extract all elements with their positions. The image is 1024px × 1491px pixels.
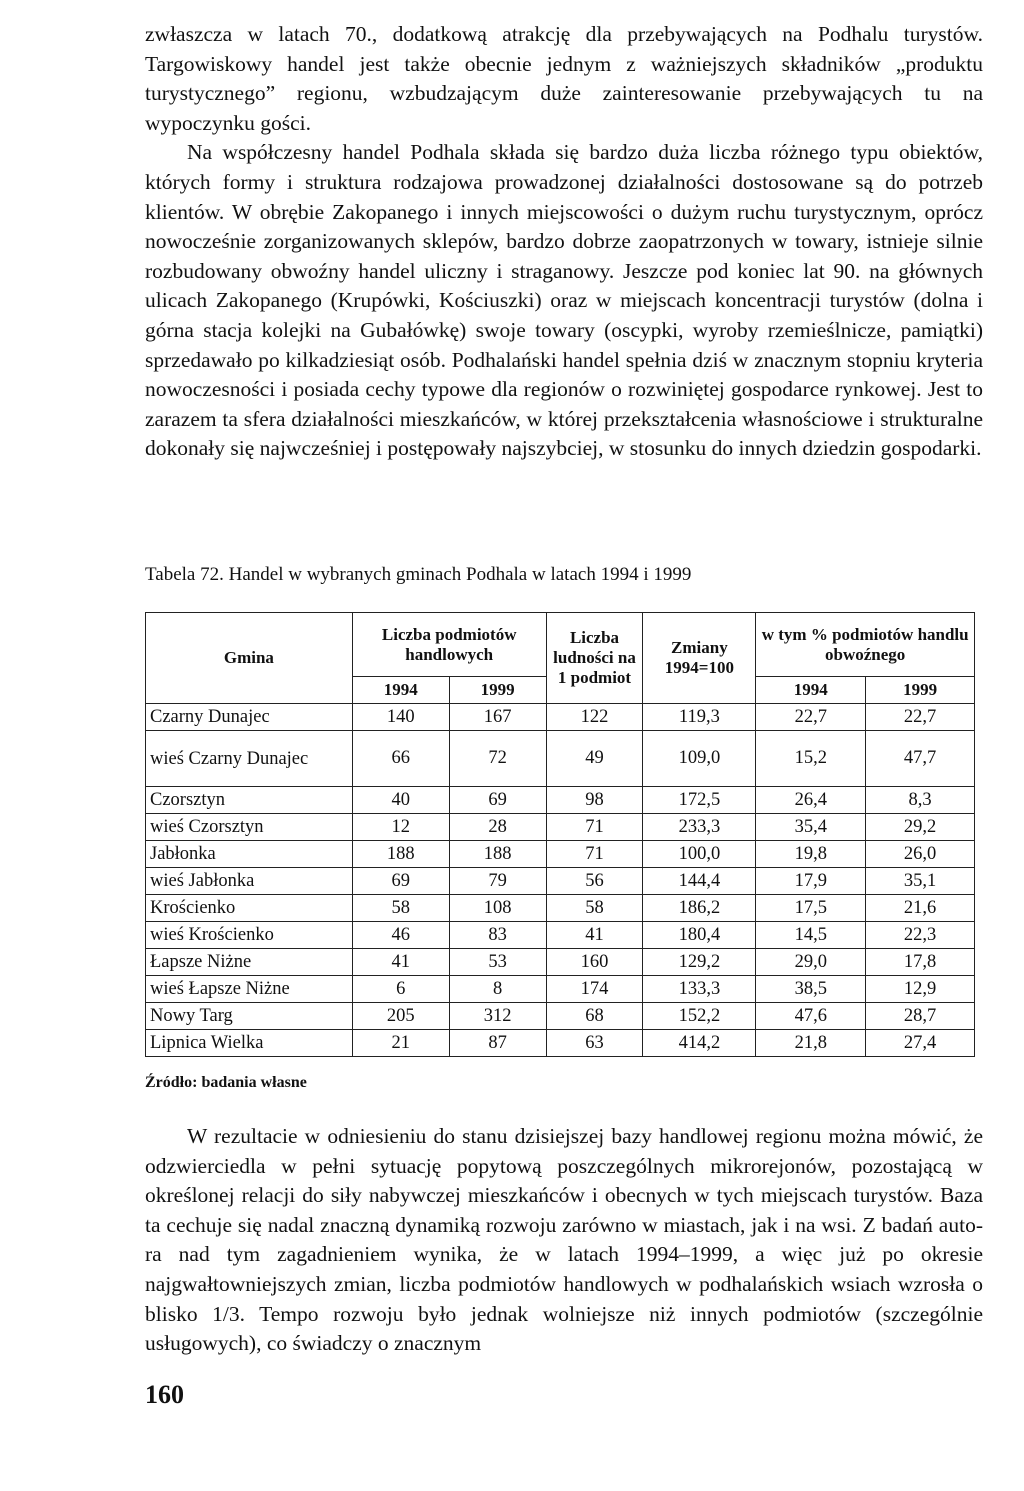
cell-gmina: wieś Krościenko — [146, 922, 353, 949]
cell-m99: 47,7 — [866, 731, 975, 787]
paragraph-intro: zwłaszcza w latach 70., dodatkową atrakcję dla przebywających na Podhalu turystów. Targowiskowy handel jest także obecnie jednym z ważniejszych składników „produktu turystycznego” regionu, wzbudzającym duże zainteresowanie przebywających tu na wypoczynku gości. — [145, 22, 983, 135]
cell-m94: 15,2 — [756, 731, 866, 787]
header-population: Liczba ludności na 1 podmiot — [546, 613, 643, 704]
cell-e94: 41 — [352, 949, 449, 976]
trade-table — [145, 612, 975, 1057]
cell-e99: 28 — [449, 814, 546, 841]
cell-e99: 72 — [449, 731, 546, 787]
cell-m94: 29,0 — [756, 949, 866, 976]
cell-gmina: Łapsze Niżne — [146, 949, 353, 976]
cell-pop: 58 — [546, 895, 643, 922]
cell-e99: 53 — [449, 949, 546, 976]
cell-e94: 140 — [352, 704, 449, 731]
cell-e94: 21 — [352, 1030, 449, 1057]
cell-e94: 205 — [352, 1003, 449, 1030]
table-row — [146, 731, 975, 787]
cell-m99: 17,8 — [866, 949, 975, 976]
cell-chg: 129,2 — [643, 949, 756, 976]
cell-m99: 22,7 — [866, 704, 975, 731]
cell-pop: 98 — [546, 787, 643, 814]
cell-gmina: Czarny Dunajec — [146, 704, 353, 731]
cell-gmina: wieś Łapsze Niżne — [146, 976, 353, 1003]
cell-chg: 109,0 — [643, 731, 756, 787]
cell-m94: 47,6 — [756, 1003, 866, 1030]
cell-e94: 6 — [352, 976, 449, 1003]
cell-e94: 188 — [352, 841, 449, 868]
cell-e99: 188 — [449, 841, 546, 868]
cell-pop: 63 — [546, 1030, 643, 1057]
cell-pop: 68 — [546, 1003, 643, 1030]
cell-gmina: Czorsztyn — [146, 787, 353, 814]
table-row — [146, 704, 975, 731]
cell-e99: 312 — [449, 1003, 546, 1030]
header-entities-1994: 1994 — [352, 677, 449, 704]
cell-e99: 108 — [449, 895, 546, 922]
table-source: Źródło: badania własne — [145, 1074, 307, 1091]
cell-pop: 122 — [546, 704, 643, 731]
cell-m94: 17,9 — [756, 868, 866, 895]
cell-m99: 27,4 — [866, 1030, 975, 1057]
cell-e99: 69 — [449, 787, 546, 814]
cell-e94: 69 — [352, 868, 449, 895]
table-row — [146, 895, 975, 922]
table-row — [146, 787, 975, 814]
cell-pop: 174 — [546, 976, 643, 1003]
header-entities: Liczba podmiotów handlowych — [352, 613, 546, 677]
cell-gmina: Lipnica Wielka — [146, 1030, 353, 1057]
cell-e99: 79 — [449, 868, 546, 895]
cell-m99: 28,7 — [866, 1003, 975, 1030]
page-number: 160 — [145, 1380, 184, 1409]
cell-gmina: wieś Czorsztyn — [146, 814, 353, 841]
cell-m99: 8,3 — [866, 787, 975, 814]
cell-pop: 71 — [546, 841, 643, 868]
table-row — [146, 868, 975, 895]
cell-m99: 29,2 — [866, 814, 975, 841]
cell-pop: 160 — [546, 949, 643, 976]
header-changes: Zmiany 1994=100 — [643, 613, 756, 704]
cell-gmina: Jabłonka — [146, 841, 353, 868]
table-row — [146, 922, 975, 949]
cell-pop: 41 — [546, 922, 643, 949]
header-entities-1999: 1999 — [449, 677, 546, 704]
header-gmina: Gmina — [146, 613, 353, 704]
cell-chg: 133,3 — [643, 976, 756, 1003]
cell-chg: 144,4 — [643, 868, 756, 895]
cell-chg: 233,3 — [643, 814, 756, 841]
header-mobile: w tym % podmiotów handlu obwoźnego — [756, 613, 975, 677]
cell-chg: 172,5 — [643, 787, 756, 814]
table-row — [146, 1030, 975, 1057]
header-mobile-1994: 1994 — [756, 677, 866, 704]
cell-m94: 35,4 — [756, 814, 866, 841]
cell-gmina: wieś Czarny Dunajec — [146, 731, 353, 787]
cell-m94: 26,4 — [756, 787, 866, 814]
cell-e94: 40 — [352, 787, 449, 814]
table-row — [146, 1003, 975, 1030]
cell-m94: 14,5 — [756, 922, 866, 949]
cell-e99: 83 — [449, 922, 546, 949]
table-row — [146, 949, 975, 976]
cell-pop: 71 — [546, 814, 643, 841]
cell-m99: 26,0 — [866, 841, 975, 868]
cell-chg: 186,2 — [643, 895, 756, 922]
cell-gmina: Nowy Targ — [146, 1003, 353, 1030]
cell-m99: 21,6 — [866, 895, 975, 922]
paragraph-conclusion: W rezultacie w odniesieniu do stanu dzisiejszej bazy handlowej regionu można mówić, że odzwierciedla w pełni sytuację popytową poszczególnych mikrorejonów, pozostającą w określonej relacji do siły nabywczej mieszkańców i obecnych w tych miejscach turystów. Baza ta cechuje się nadal znaczną dynamiką rozwoju zarówno w miastach, jak i na wsi. Z badań autora nad tym zagadnieniem wynika, że w latach 1994–1999, a więc już po okresie najgwałtowniejszych zmian, liczba podmiotów handlowych w podhalańskich wsiach wzrosła o blisko 1/3. Tempo rozwoju było jednak wolniejsze niż innych podmiotów (szczególnie usługowych), co świadczy o znacznym — [145, 1124, 983, 1356]
cell-m99: 22,3 — [866, 922, 975, 949]
table-row — [146, 841, 975, 868]
cell-gmina: Krościenko — [146, 895, 353, 922]
cell-m94: 22,7 — [756, 704, 866, 731]
cell-m94: 17,5 — [756, 895, 866, 922]
cell-e94: 66 — [352, 731, 449, 787]
cell-chg: 119,3 — [643, 704, 756, 731]
cell-m94: 38,5 — [756, 976, 866, 1003]
cell-gmina: wieś Jabłonka — [146, 868, 353, 895]
cell-m99: 35,1 — [866, 868, 975, 895]
table-caption: Tabela 72. Handel w wybranych gminach Podhala w latach 1994 i 1999 — [145, 564, 692, 585]
cell-e94: 58 — [352, 895, 449, 922]
table-row — [146, 814, 975, 841]
page-content — [145, 20, 983, 1356]
table-row — [146, 976, 975, 1003]
cell-pop: 49 — [546, 731, 643, 787]
cell-m99: 12,9 — [866, 976, 975, 1003]
cell-chg: 180,4 — [643, 922, 756, 949]
cell-chg: 414,2 — [643, 1030, 756, 1057]
cell-chg: 100,0 — [643, 841, 756, 868]
paragraph-commerce: Na współczesny handel Podhala składa się bardzo duża liczba różnego typu obiektów, których formy i struktura rodzajowa prowadzonej działalności dostosowane są do potrzeb klientów. W obrębie Zakopanego i innych miejscowości o dużym ruchu turystycznym, oprócz nowocześnie zorganizowanych sklepów, bardzo dobrze zaopatrzonych w towary, istnieje silnie rozbudowany obwoźny handel uliczny i straganowy. Jeszcze pod koniec lat 90. na głównych ulicach Zakopanego (Krupówki, Kościuszki) oraz w miejscach koncentracji turystów (dolna i górna stacja kolejki na Gubałówkę) swoje towary (oscypki, wyroby rzemieślnicze, pamiątki) sprzedawało po kilkadziesiąt osób. Podhalański handel spełnia dziś w znacznym stopniu kryteria nowoczesności i posiada cechy typowe dla regionów o rozwiniętej gospodarce rynkowej. Jest to zarazem ta sfera działalności mieszkańców, w której przekształcenia własnościowe i strukturalne dokonały się najwcześniej i postępowały najszybciej, w stosunku do innych dziedzin gospodarki. — [145, 140, 983, 461]
cell-e99: 87 — [449, 1030, 546, 1057]
cell-pop: 56 — [546, 868, 643, 895]
cell-e94: 12 — [352, 814, 449, 841]
cell-chg: 152,2 — [643, 1003, 756, 1030]
header-mobile-1999: 1999 — [866, 677, 975, 704]
cell-m94: 19,8 — [756, 841, 866, 868]
cell-e99: 167 — [449, 704, 546, 731]
cell-m94: 21,8 — [756, 1030, 866, 1057]
cell-e94: 46 — [352, 922, 449, 949]
table-body — [146, 704, 975, 1057]
cell-e99: 8 — [449, 976, 546, 1003]
